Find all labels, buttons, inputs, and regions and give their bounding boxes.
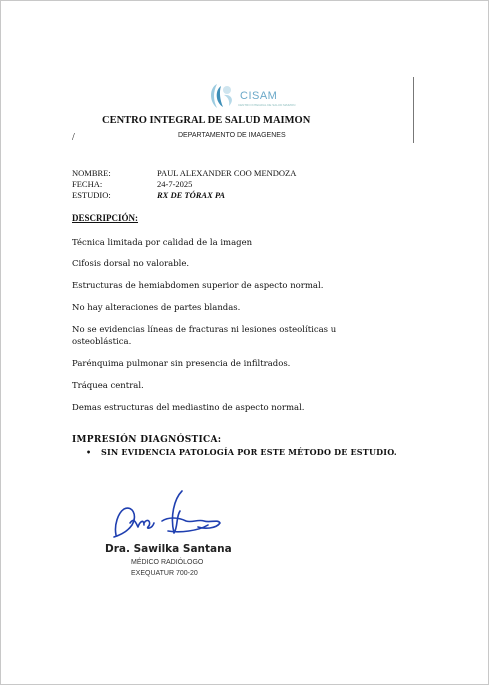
impression-text: SIN EVIDENCIA PATOLOGÍA POR ESTE MÉTODO DE ESTUDIO.: [101, 447, 397, 457]
description-paragraph: No hay alteraciones de partes blandas.: [72, 303, 241, 313]
impression-title: IMPRESIÓN DIAGNÓSTICA:: [72, 435, 222, 445]
doctor-exequatur: EXEQUATUR 700-20: [131, 570, 198, 577]
description-paragraph: Parénquima pulmonar sin presencia de infiltrados.: [72, 359, 291, 369]
study-value: RX DE TÓRAX PA: [157, 190, 226, 200]
name-row: [72, 168, 296, 178]
name-label: NOMBRE:: [72, 168, 111, 178]
study-label: ESTUDIO:: [72, 190, 111, 200]
handwritten-signature: [108, 487, 226, 545]
margin-line: [413, 77, 414, 143]
description-paragraph: No se evidencias líneas de fracturas ni lesiones osteolíticas u osteoblástica.: [72, 325, 337, 347]
description-paragraph: Cifosis dorsal no valorable.: [72, 259, 190, 269]
doctor-name: Dra. Sawilka Santana: [105, 543, 232, 555]
bullet-icon: •: [86, 447, 92, 457]
logo-text: CISAM: [240, 90, 278, 102]
description-paragraph: Demas estructuras del mediastino de aspecto normal.: [72, 403, 305, 413]
slash-mark: /: [72, 132, 75, 143]
date-row: [72, 179, 192, 189]
impression-item: [86, 447, 397, 457]
doctor-role: MÉDICO RADIÓLOGO: [131, 559, 204, 566]
description-title: DESCRIPCIÓN:: [72, 213, 139, 223]
study-row: [72, 190, 225, 200]
description-paragraph: Tráquea central.: [72, 381, 144, 391]
date-value: 24-7-2025: [157, 179, 193, 189]
institution-title: CENTRO INTEGRAL DE SALUD MAIMON: [102, 115, 311, 126]
date-label: FECHA:: [72, 179, 103, 189]
name-value: PAUL ALEXANDER COO MENDOZA: [157, 168, 297, 178]
description-paragraph: Estructuras de hemiabdomen superior de aspecto normal.: [72, 281, 324, 291]
description-paragraph: Técnica limitada por calidad de la imagen: [72, 238, 253, 248]
logo-subtext: CENTRO INTEGRAL DE SALUD MAIMON: [238, 103, 296, 107]
department-label: DEPARTAMENTO DE IMAGENES: [178, 132, 286, 139]
